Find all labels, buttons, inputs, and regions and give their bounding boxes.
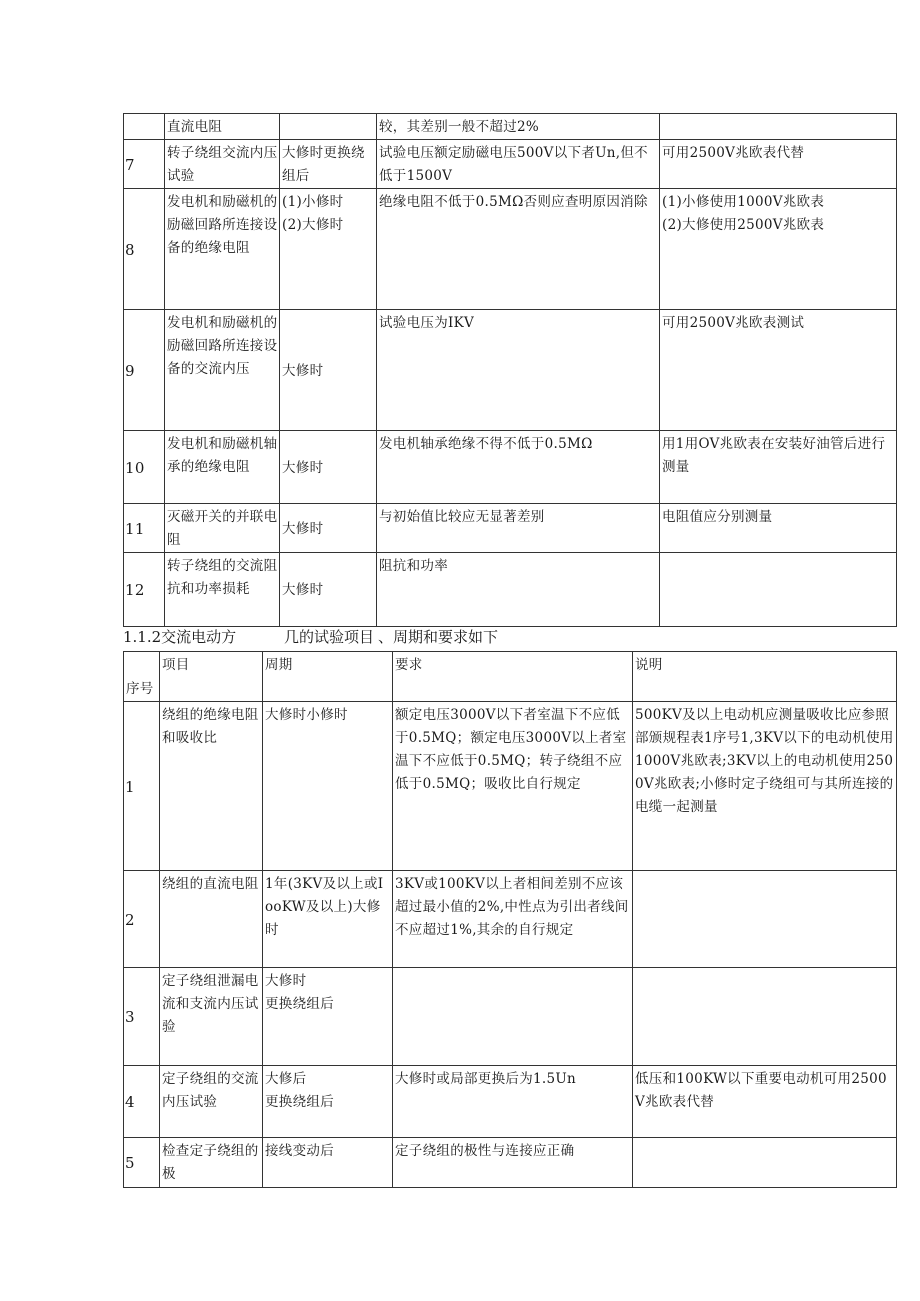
note-cell: 500KV及以上电动机应测量吸收比应参照部颁规程表1序号1,3KV以下的电动机使用1000V兆欧表;3KV以上的电动机使用2500V兆欧表;小修时定子绕组可与其所连接的电缆一起测量 bbox=[633, 702, 897, 871]
table-row bbox=[124, 871, 897, 968]
period-line: 更换绕组后 bbox=[265, 1094, 334, 1110]
note-cell bbox=[660, 553, 897, 627]
period-line: 大修时 bbox=[265, 973, 307, 989]
row-number: 2 bbox=[124, 871, 160, 968]
note-cell: 用1用OV兆欧表在安装好油管后进行测量 bbox=[660, 431, 897, 504]
item-cell: 绕组的绝缘电阻和吸收比 bbox=[160, 702, 263, 871]
item-cell: 定子绕组泄漏电流和支流内压试验 bbox=[160, 968, 263, 1066]
row-number: 11 bbox=[124, 504, 165, 553]
requirement-cell: 定子绕组的极性与连接应正确 bbox=[393, 1138, 633, 1188]
table-row bbox=[124, 189, 897, 310]
item-cell: 转子绕组交流内压试验 bbox=[165, 140, 280, 189]
period-cell: 大修时更换绕组后 bbox=[280, 140, 377, 189]
requirement-cell: 发电机轴承绝缘不得不低于0.5MΩ bbox=[377, 431, 660, 504]
item-cell: 发电机和励磁机轴承的绝缘电阻 bbox=[165, 431, 280, 504]
note-cell bbox=[660, 114, 897, 140]
period-cell bbox=[280, 114, 377, 140]
item-cell: 绕组的直流电阻 bbox=[160, 871, 263, 968]
item-cell: 发电机和励磁机的励磁回路所连接设备的交流内压 bbox=[165, 310, 280, 431]
heading-part: 1.1.2交流电动方 bbox=[123, 628, 237, 646]
period-cell: 接线变动后 bbox=[263, 1138, 393, 1188]
table-row bbox=[124, 140, 897, 189]
test-items-table-generator bbox=[123, 113, 897, 627]
row-number: 1 bbox=[124, 702, 160, 871]
item-cell: 直流电阻 bbox=[165, 114, 280, 140]
table-row bbox=[124, 968, 897, 1066]
row-number: 4 bbox=[124, 1066, 160, 1138]
header-note: 说明 bbox=[633, 652, 897, 702]
item-cell: 灭磁开关的并联电阻 bbox=[165, 504, 280, 553]
requirement-cell: 试验电压额定励磁电压500V以下者Un,但不低于1500V bbox=[377, 140, 660, 189]
period-cell: 大修时小修时 bbox=[263, 702, 393, 871]
item-cell: 定子绕组的交流内压试验 bbox=[160, 1066, 263, 1138]
period-cell: 1年(3KV及以上或IooKW及以上)大修时 bbox=[263, 871, 393, 968]
note-cell bbox=[633, 968, 897, 1066]
period-cell: 大修时 bbox=[280, 504, 377, 553]
heading-part: 、周期和要求如下 bbox=[378, 628, 499, 646]
note-cell: 电阻值应分别测量 bbox=[660, 504, 897, 553]
period-line: 更换绕组后 bbox=[265, 996, 334, 1012]
period-cell bbox=[280, 189, 377, 310]
period-line: (2)大修时 bbox=[282, 217, 344, 233]
table-row bbox=[124, 702, 897, 871]
item-cell: 发电机和励磁机的励磁回路所连接设备的绝缘电阻 bbox=[165, 189, 280, 310]
requirement-cell: 较，其差别一般不超过2% bbox=[377, 114, 660, 140]
note-line: (2)大修使用2500V兆欧表 bbox=[662, 217, 825, 233]
table-row bbox=[124, 504, 897, 553]
note-cell bbox=[660, 189, 897, 310]
header-period: 周期 bbox=[263, 652, 393, 702]
item-cell: 检查定子绕组的极 bbox=[160, 1138, 263, 1188]
period-cell bbox=[263, 1066, 393, 1138]
period-line: 大修后 bbox=[265, 1071, 307, 1087]
heading-part: 几的试验项目 bbox=[284, 628, 375, 646]
requirement-cell: 3KV或100KV以上者相间差别不应该超过最小值的2%,中性点为引出者线间不应超过1%,其余的自行规定 bbox=[393, 871, 633, 968]
row-number: 9 bbox=[124, 310, 165, 431]
note-line: (1)小修使用1000V兆欧表 bbox=[662, 194, 825, 210]
table-row bbox=[124, 431, 897, 504]
period-cell bbox=[263, 968, 393, 1066]
row-number: 3 bbox=[124, 968, 160, 1066]
row-number bbox=[124, 114, 165, 140]
period-cell: 大修时 bbox=[280, 553, 377, 627]
requirement-cell: 大修时或局部更换后为1.5Un bbox=[393, 1066, 633, 1138]
item-cell: 转子绕组的交流阻抗和功率损耗 bbox=[165, 553, 280, 627]
row-number: 12 bbox=[124, 553, 165, 627]
note-cell: 低压和100KW以下重要电动机可用2500V兆欧表代替 bbox=[633, 1066, 897, 1138]
note-cell: 可用2500V兆欧表测试 bbox=[660, 310, 897, 431]
note-cell bbox=[633, 1138, 897, 1188]
requirement-cell: 绝缘电阻不低于0.5MΩ否则应查明原因消除 bbox=[377, 189, 660, 310]
table-row bbox=[124, 1138, 897, 1188]
requirement-cell: 阻抗和功率 bbox=[377, 553, 660, 627]
table-row bbox=[124, 553, 897, 627]
period-cell: 大修时 bbox=[280, 310, 377, 431]
row-number: 7 bbox=[124, 140, 165, 189]
note-cell bbox=[633, 871, 897, 968]
requirement-cell: 试验电压为IKV bbox=[377, 310, 660, 431]
section-heading bbox=[123, 623, 896, 651]
period-line: (1)小修时 bbox=[282, 194, 344, 210]
header-item: 项目 bbox=[160, 652, 263, 702]
row-number: 5 bbox=[124, 1138, 160, 1188]
requirement-cell: 额定电压3000V以下者室温下不应低于0.5MQ；额定电压3000V以上者室温下不应低于0.5MQ；转子绕组不应低于0.5MQ；吸收比自行规定 bbox=[393, 702, 633, 871]
header-requirement: 要求 bbox=[393, 652, 633, 702]
table-row bbox=[124, 114, 897, 140]
requirement-cell: 与初始值比较应无显著差别 bbox=[377, 504, 660, 553]
requirement-cell bbox=[393, 968, 633, 1066]
note-cell: 可用2500V兆欧表代替 bbox=[660, 140, 897, 189]
period-cell: 大修时 bbox=[280, 431, 377, 504]
row-number: 10 bbox=[124, 431, 165, 504]
table-header-row bbox=[124, 652, 897, 702]
row-number: 8 bbox=[124, 189, 165, 310]
table-row bbox=[124, 1066, 897, 1138]
header-no: 序号 bbox=[124, 652, 160, 702]
test-items-table-ac-motor bbox=[123, 651, 897, 1188]
table-row bbox=[124, 310, 897, 431]
